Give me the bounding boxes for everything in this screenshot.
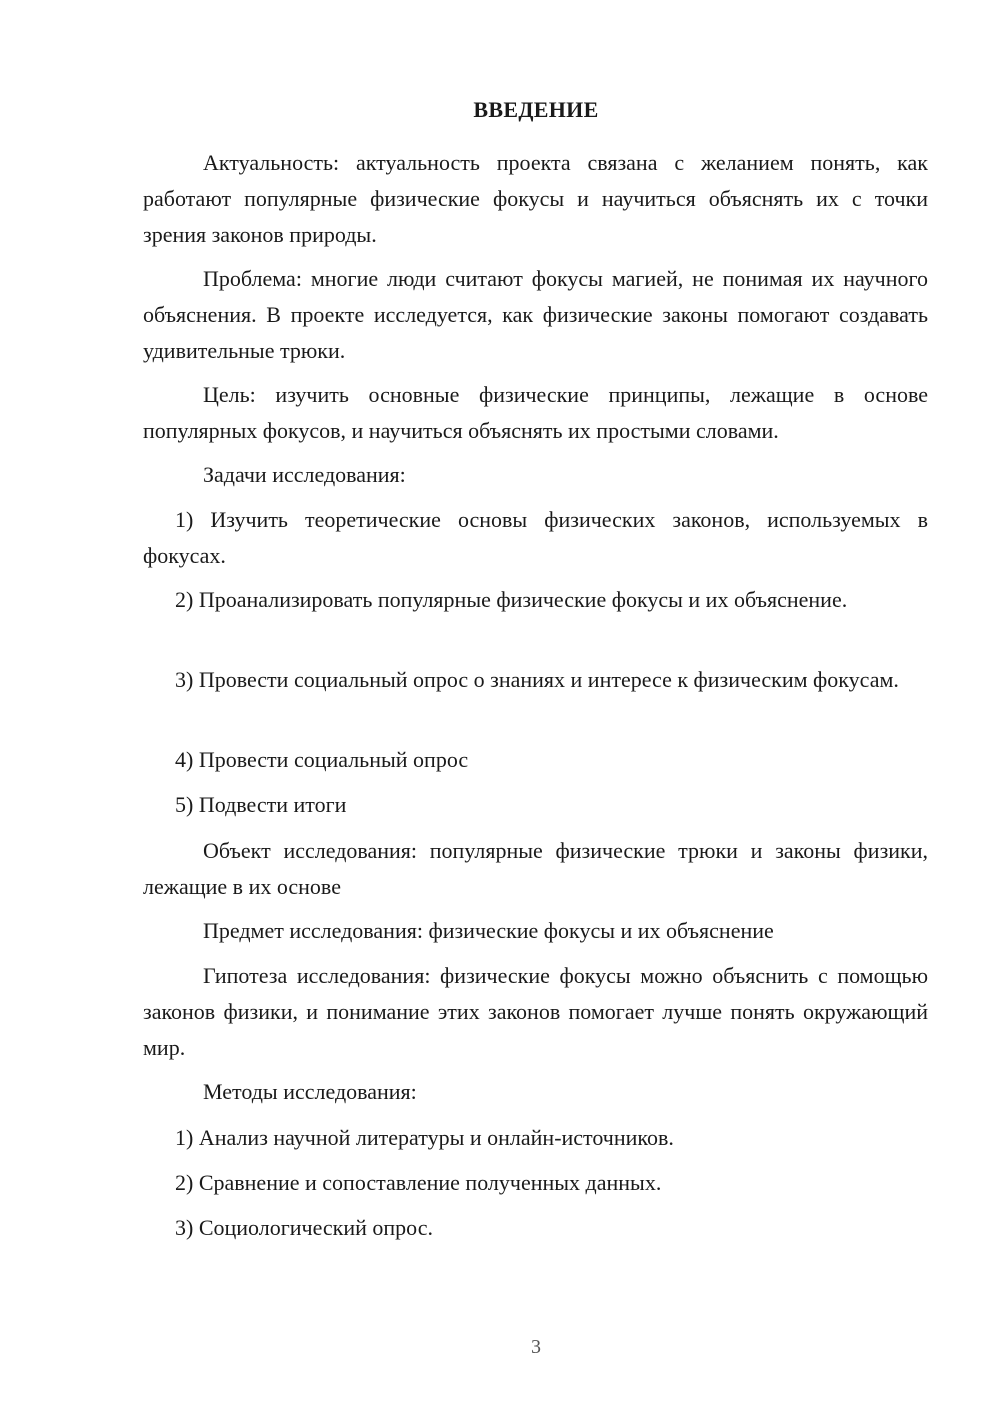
task-item: 4) Провести социальный опрос	[175, 747, 469, 772]
task-item: 2) Проанализировать популярные физические фокусы и их объяснение.	[175, 587, 848, 612]
tasks-heading: Задачи исследования:	[203, 462, 406, 487]
page-title: ВВЕДЕНИЕ	[473, 97, 599, 122]
task-item: 1) Изучить теоретические основы физических законов, используемых в фокусах.	[143, 507, 928, 568]
relevance-paragraph: Актуальность: актуальность проекта связана с желанием понять, как работают популярные физические фокусы и научиться объяснять их с точки зрения законов природы.	[143, 150, 928, 247]
goal-paragraph: Цель: изучить основные физические принципы, лежащие в основе популярных фокусов, и научиться объяснять их простыми словами.	[143, 382, 928, 443]
method-item: 2) Сравнение и сопоставление полученных данных.	[175, 1170, 662, 1195]
methods-heading: Методы исследования:	[203, 1079, 417, 1104]
task-item: 5) Подвести итоги	[175, 792, 347, 817]
object-paragraph: Объект исследования: популярные физические трюки и законы физики, лежащие в их основе	[143, 838, 928, 899]
method-item: 3) Социологический опрос.	[175, 1215, 433, 1240]
subject-paragraph: Предмет исследования: физические фокусы и их объяснение	[203, 918, 774, 943]
hypothesis-paragraph: Гипотеза исследования: физические фокусы можно объяснить с помощью законов физики, и понимание этих законов помогает лучше понять окружающий мир.	[143, 963, 928, 1060]
page-number: 3	[531, 1336, 541, 1358]
method-item: 1) Анализ научной литературы и онлайн-источников.	[175, 1125, 674, 1150]
problem-paragraph: Проблема: многие люди считают фокусы магией, не понимая их научного объяснения. В проекте исследуется, как физические законы помогают создавать удивительные трюки.	[143, 266, 928, 363]
task-item: 3) Провести социальный опрос о знаниях и интересе к физическим фокусам.	[175, 667, 899, 692]
